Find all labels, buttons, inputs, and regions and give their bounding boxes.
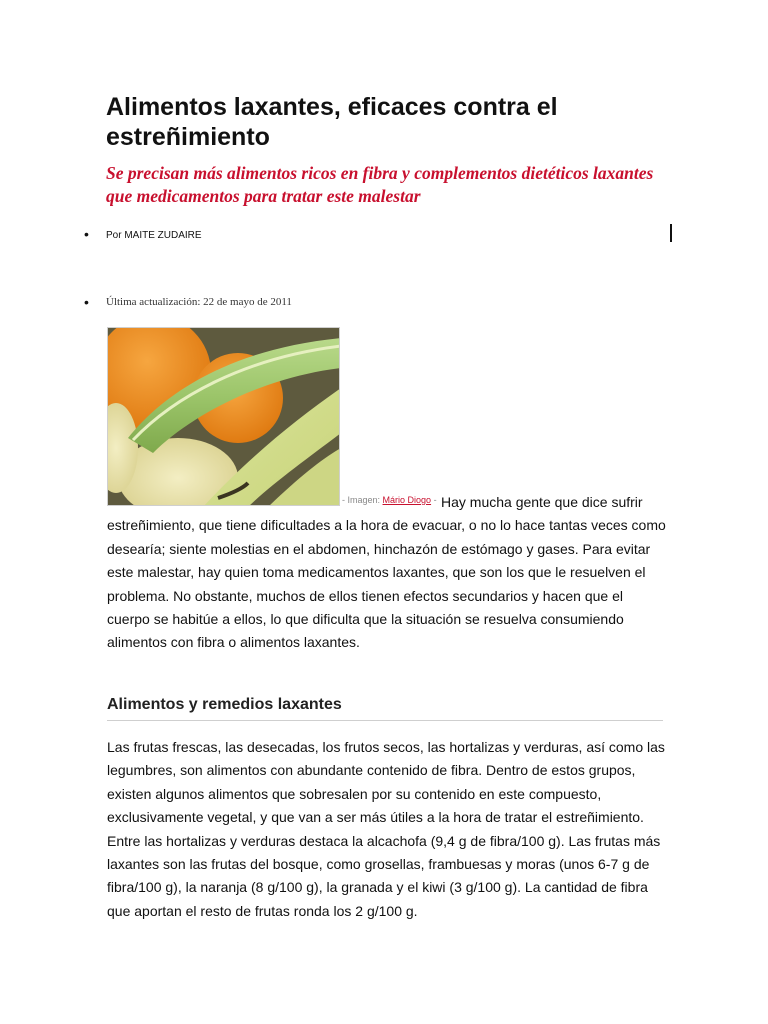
image-credit-suffix: - [431, 495, 437, 505]
article-photo [107, 327, 340, 506]
article-subtitle: Se precisan más alimentos ricos en fibra y complementos dietéticos laxantes que medicamentos para tratar este malestar [106, 163, 654, 206]
author-byline: Por MAITE ZUDAIRE [106, 230, 202, 241]
image-credit-prefix: - Imagen: [342, 495, 383, 505]
last-update-date: Última actualización: 22 de mayo de 2011 [106, 296, 292, 308]
section-paragraph: Las frutas frescas, las desecadas, los frutos secos, las hortalizas y verduras, así como las legumbres, son alimentos con abundante contenido de fibra. Dentro de estos grupos, existen algunos alimentos que sobresalen por su contenido en este compuesto, exclusivamente vegetal, y que van a ser más útiles a la hora de tratar el estreñimiento. Entre las hortalizas y verduras destaca la alcachofa (9,4 g de fibra/100 g). Las frutas más laxantes son las frutas del bosque, como grosellas, frambuesas y moras (unos 6-7 g de fibra/100 g), la naranja (8 g/100 g), la granada y el kiwi (3 g/100 g). La cantidad de fibra que aportan el resto de frutas ronda los 2 g/100 g. [107, 739, 665, 919]
intro-paragraph: Hay mucha gente que dice sufrir estreñimiento, que tiene dificultades a la hora de evacuar, o no lo hace tantas veces como desearía; siente molestias en el abdomen, hinchazón de estómago y gases. Para evitar este malestar, hay quien toma medicamentos laxantes, que son los que le resuelven el problema. No obstante, muchos de ellos tienen efectos secundarios y hacen que el cuerpo se habitúe a ellos, lo que dificulta que la situación se resuelva consumiendo alimentos con fibra o alimentos laxantes. [107, 494, 666, 651]
section-heading: Alimentos y remedios laxantes [107, 694, 663, 721]
fruit-photo-icon [108, 328, 340, 506]
image-credit-link[interactable]: Mário Diogo [382, 495, 432, 505]
text-cursor-icon [670, 224, 672, 242]
article-title: Alimentos laxantes, eficaces contra el estreñimiento [106, 93, 558, 151]
